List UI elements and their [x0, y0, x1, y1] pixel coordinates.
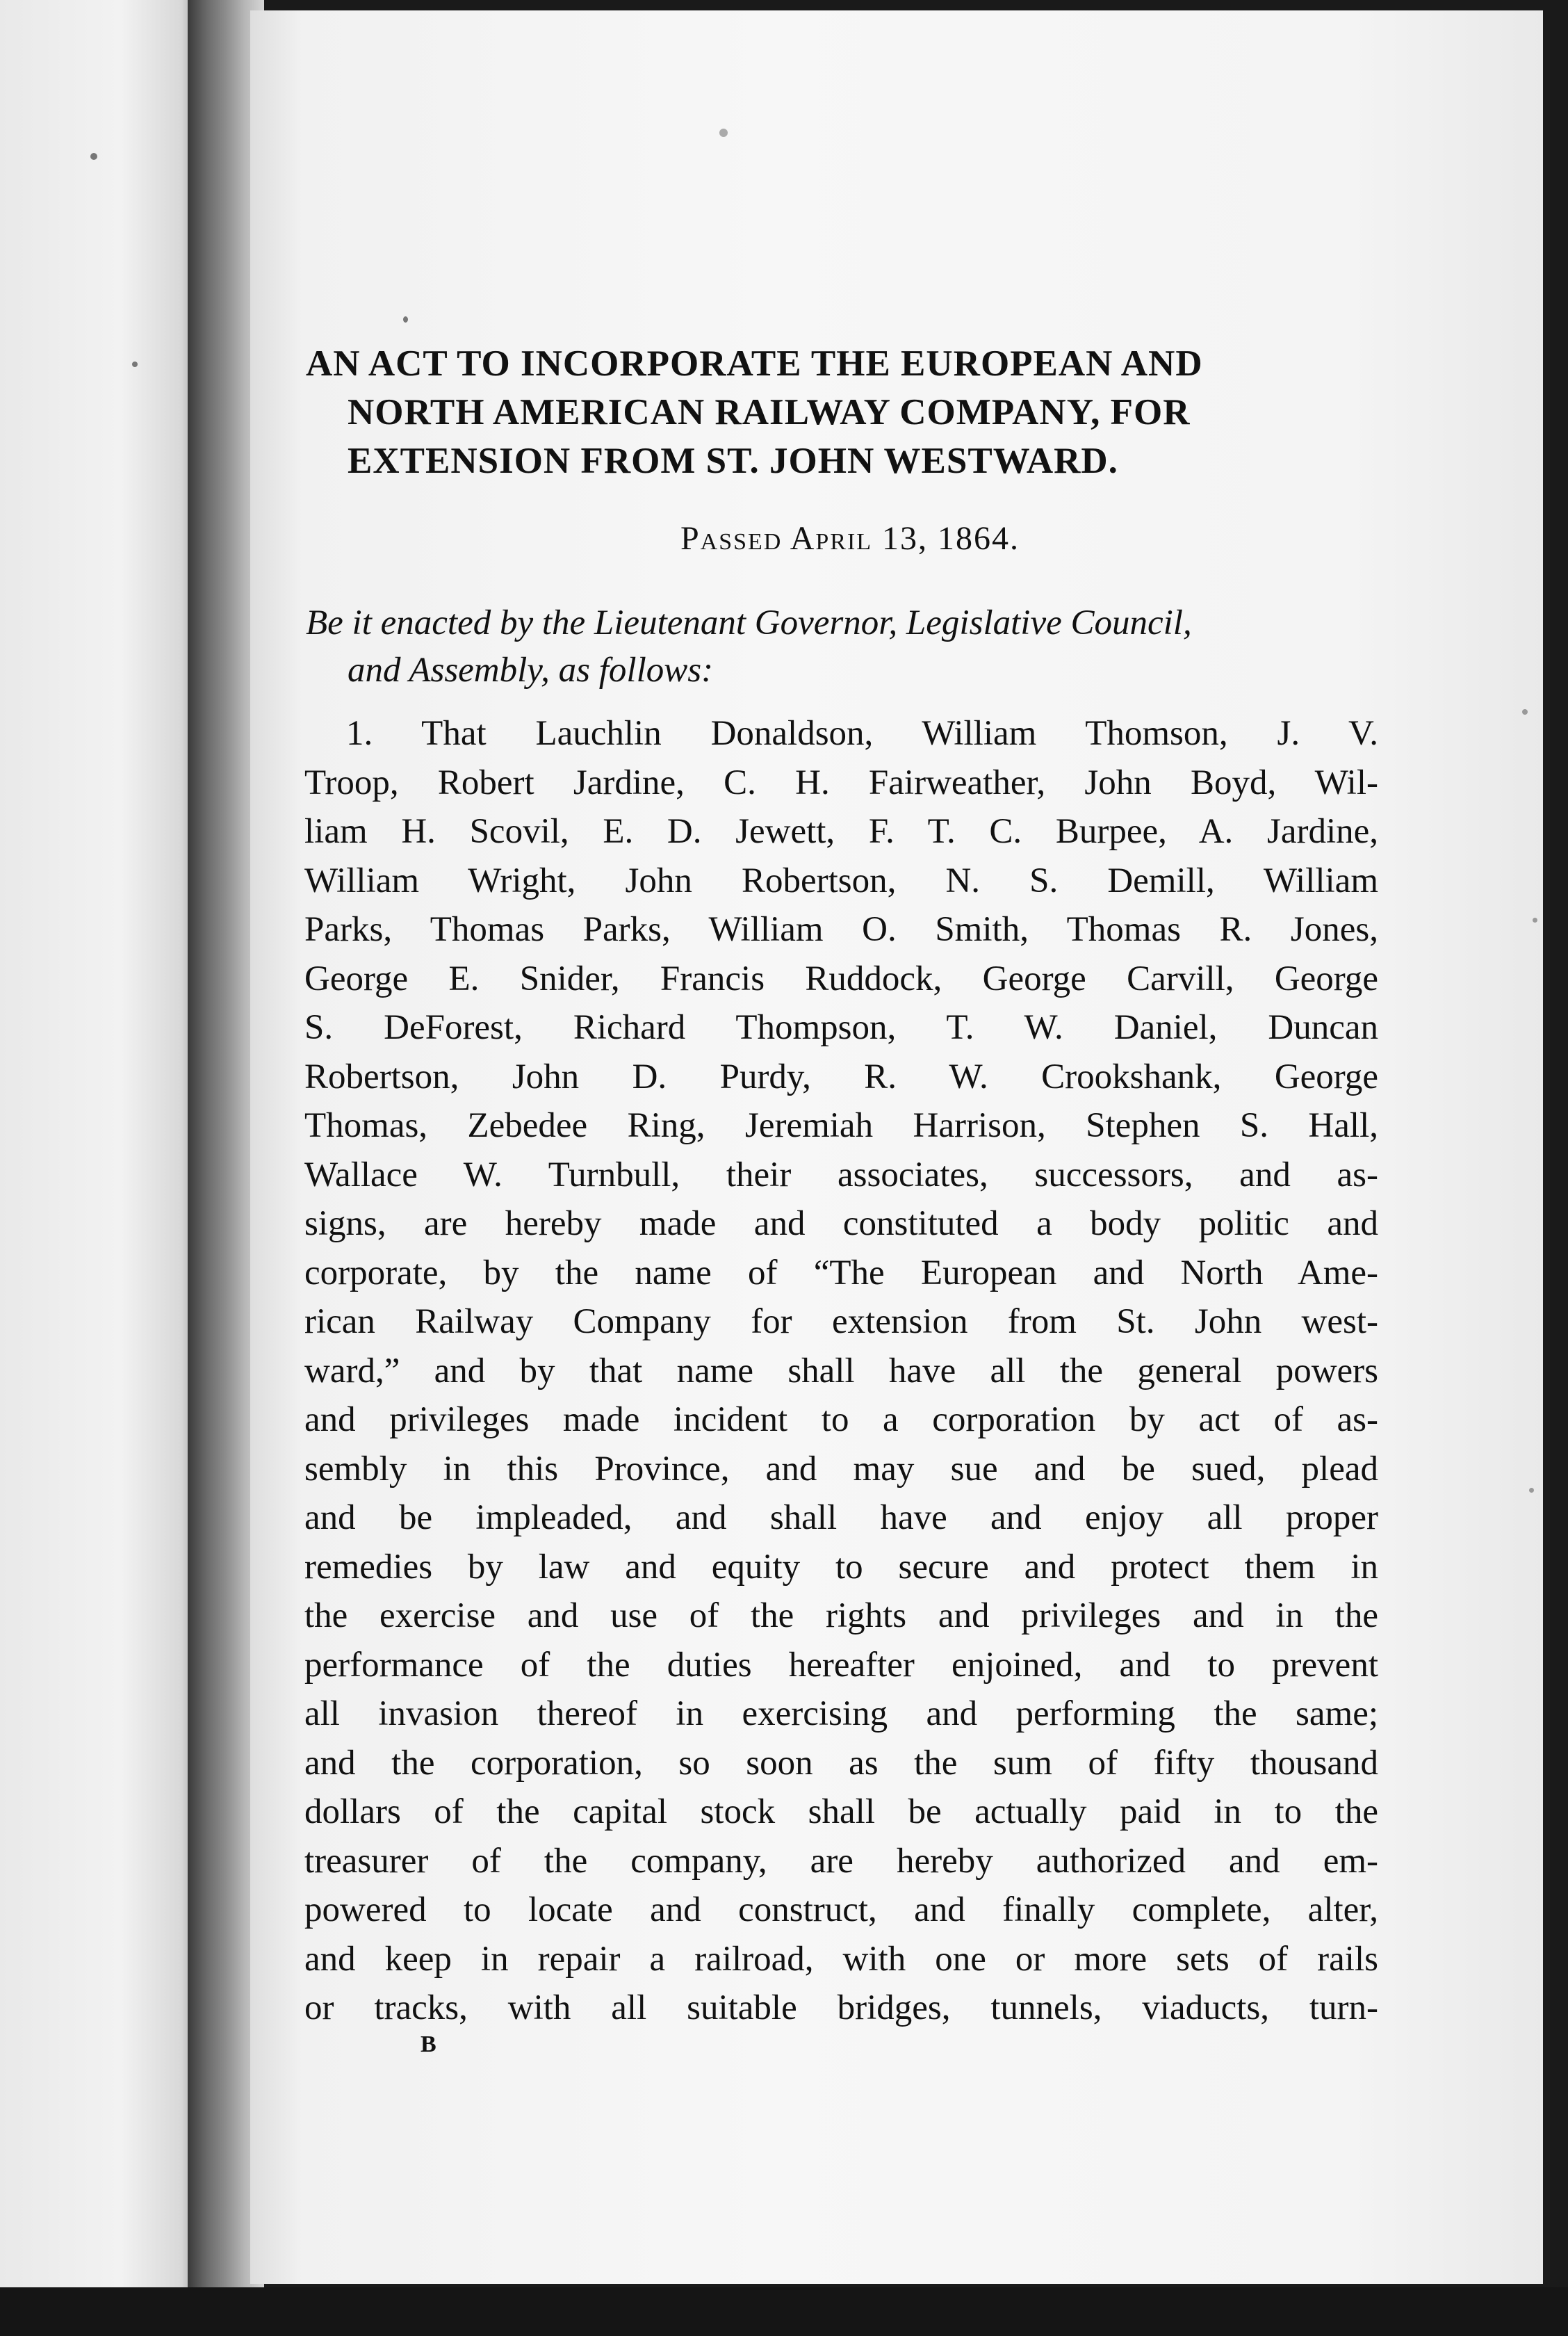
body-line: signs, are hereby made and constituted a body politic and [304, 1204, 1378, 1243]
body-line: dollars of the capital stock shall be actually paid in to the [304, 1792, 1378, 1831]
body-line: corporate, by the name of “The European and North Ame- [304, 1253, 1378, 1292]
body-line: and the corporation, so soon as the sum of fifty thousand [304, 1743, 1378, 1783]
body-line: performance of the duties hereafter enjoined, and to prevent [304, 1645, 1378, 1685]
act-title-line: AN ACT TO INCORPORATE THE EUROPEAN AND [306, 343, 1203, 384]
scan-speck [1529, 1488, 1534, 1493]
body-line: powered to locate and construct, and finally complete, alter, [304, 1890, 1378, 1929]
act-title-line: EXTENSION FROM ST. JOHN WESTWARD. [348, 441, 1118, 481]
scan-speck [719, 129, 728, 137]
body-line: Wallace W. Turnbull, their associates, successors, and as- [304, 1155, 1378, 1194]
body-line: and be impleaded, and shall have and enjoy all proper [304, 1498, 1378, 1537]
scan-speck [1522, 709, 1528, 715]
body-line: 1. That Lauchlin Donaldson, William Thomson, J. V. [346, 714, 1378, 753]
facing-page-edge [0, 0, 202, 2287]
body-line: Troop, Robert Jardine, C. H. Fairweather, John Boyd, Wil- [304, 763, 1378, 802]
signature-mark: B [420, 2031, 436, 2057]
body-line: all invasion thereof in exercising and performing the same; [304, 1694, 1378, 1733]
body-line: ward,” and by that name shall have all the general powers [304, 1351, 1378, 1390]
scan-speck [1533, 918, 1537, 923]
body-line: sembly in this Province, and may sue and be sued, plead [304, 1449, 1378, 1489]
body-line: liam H. Scovil, E. D. Jewett, F. T. C. Burpee, A. Jardine, [304, 812, 1378, 851]
body-line: S. DeForest, Richard Thompson, T. W. Daniel, Duncan [304, 1008, 1378, 1047]
body-line: George E. Snider, Francis Ruddock, George Carvill, George [304, 959, 1378, 998]
body-line: treasurer of the company, are hereby authorized and em- [304, 1841, 1378, 1881]
passed-date: Passed April 13, 1864. [680, 520, 1020, 557]
scan-bottom-edge [0, 2287, 1568, 2336]
body-line: rican Railway Company for extension from St. John west- [304, 1302, 1378, 1341]
scan-speck [132, 362, 138, 367]
body-line: the exercise and use of the rights and privileges and in the [304, 1596, 1378, 1635]
body-line: and privileges made incident to a corporation by act of as- [304, 1400, 1378, 1439]
enacting-clause-line: Be it enacted by the Lieutenant Governor, Legislative Council, [306, 603, 1192, 642]
body-line: and keep in repair a railroad, with one or more sets of rails [304, 1939, 1378, 1979]
enacting-clause-line: and Assembly, as follows: [348, 651, 714, 690]
body-line: Robertson, John D. Purdy, R. W. Crookshank, George [304, 1057, 1378, 1096]
scan-speck [403, 316, 408, 323]
body-line: or tracks, with all suitable bridges, tunnels, viaducts, turn- [304, 1988, 1378, 2027]
scan-speck [90, 153, 97, 160]
body-line: Thomas, Zebedee Ring, Jeremiah Harrison, Stephen S. Hall, [304, 1106, 1378, 1145]
act-title [306, 339, 1390, 485]
enacting-clause [306, 599, 1376, 694]
act-title-line: NORTH AMERICAN RAILWAY COMPANY, FOR [348, 392, 1191, 432]
body-line: remedies by law and equity to secure and protect them in [304, 1547, 1378, 1587]
body-line: Parks, Thomas Parks, William O. Smith, Thomas R. Jones, [304, 910, 1378, 949]
body-line: William Wright, John Robertson, N. S. Demill, William [304, 861, 1378, 900]
section-1 [304, 709, 1378, 2033]
